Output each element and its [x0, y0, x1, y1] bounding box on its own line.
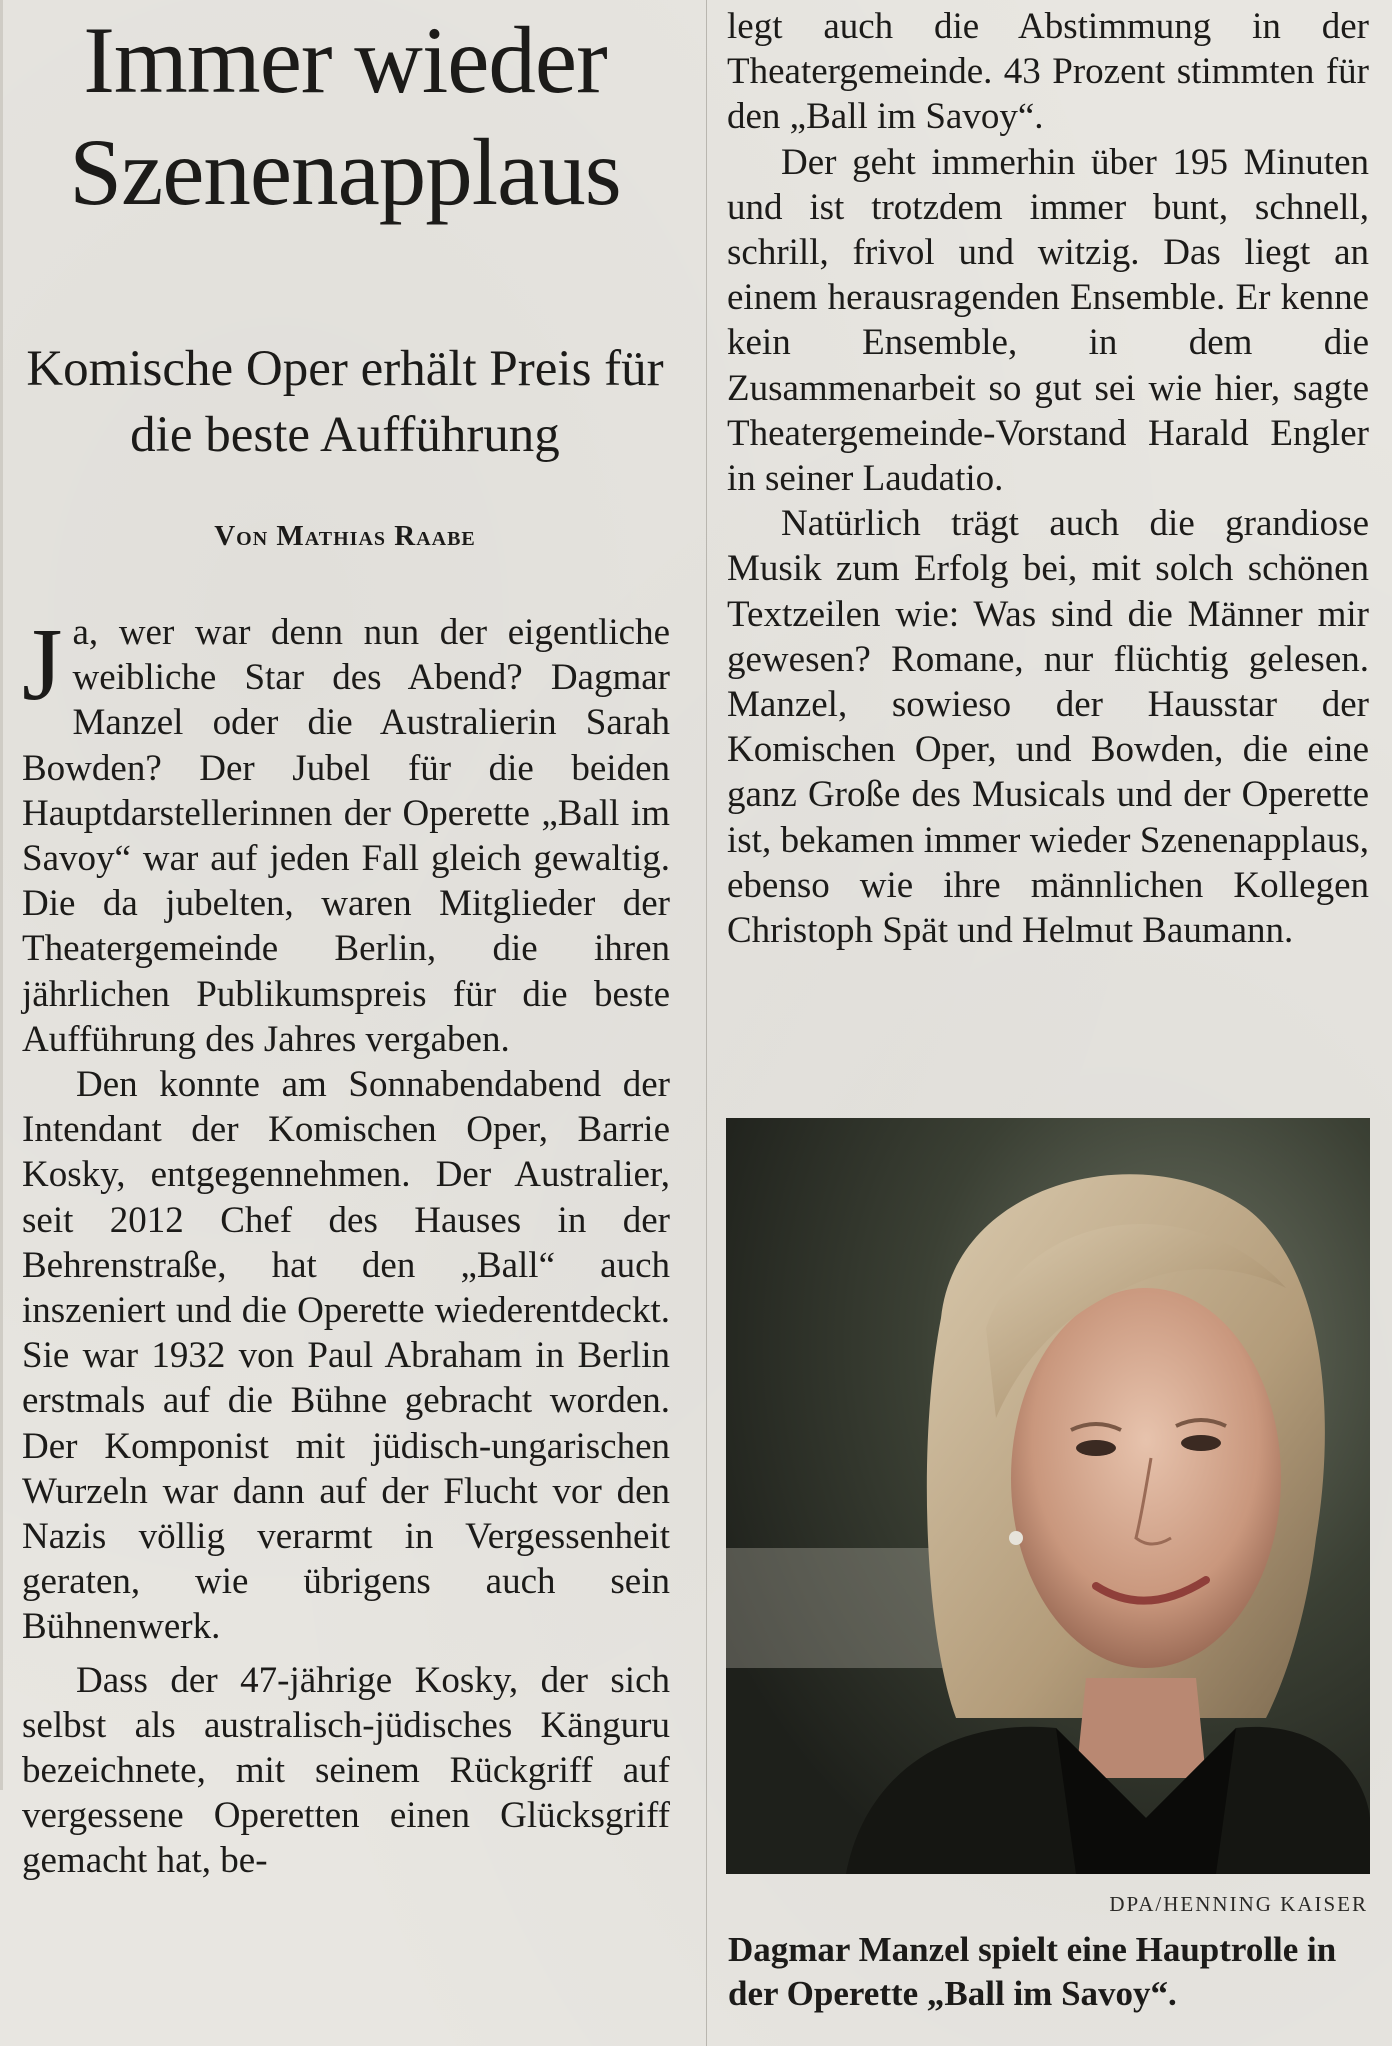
- paragraph-intro-text: a, wer war denn nun der eigentliche weibliche Star des Abend? Dagmar Manzel oder die Australierin Sarah Bowden? Der Jubel für die beiden Hauptdarstellerinnen der Operette „Ball im Savoy“ war auf jeden Fall gleich gewaltig. Die da jubelten, waren Mitglieder der Theatergemeinde Berlin, die ihren jährlichen Publikumspreis für die beste Aufführung des Jahres vergaben.: [22, 612, 670, 1060]
- byline: Von Mathias Raabe: [214, 520, 476, 552]
- drop-cap: J: [22, 607, 63, 722]
- photo-caption: Dagmar Manzel spielt eine Hauptrolle in der Operette „Ball im Savoy“.: [728, 1930, 1337, 2013]
- paragraph-intro: [22, 607, 670, 1062]
- portrait-illustration: [726, 1118, 1370, 1874]
- article-column-right: [727, 4, 1369, 953]
- paragraph: Den konnte am Sonnabendabend der Intendant der Komischen Oper, Barrie Kosky, entgegennehmen. Der Australier, seit 2012 Chef des Hauses in der Behrenstraße, hat den „Ball“ auch inszeniert und die Operette wiederentdeckt. Sie war 1932 von Paul Abraham in Berlin erstmals auf die Bühne gebracht worden. Der Komponist mit jüdisch-ungarischen Wurzeln war dann auf der Flucht vor den Nazis völlig verarmt in Vergessenheit geraten, wie übrigens auch sein Bühnenwerk.: [22, 1064, 670, 1648]
- portrait-photo: [726, 1118, 1370, 1874]
- paragraph: Der geht immerhin über 195 Minuten und ist trotzdem immer bunt, schnell, schrill, frivol und witzig. Das liegt an einem herausragenden Ensemble. Er kenne kein Ensemble, in dem die Zusammenarbeit so gut sei wie hier, sagte Theatergemeinde-Vorstand Harald Engler in seiner Laudatio.: [727, 141, 1369, 500]
- paragraph: Natürlich trägt auch die grandiose Musik zum Erfolg bei, mit solch schönen Textzeilen wie: Was sind die Männer mir gewesen? Romane, nur flüchtig gelesen. Manzel, sowieso der Hausstar der Komischen Oper, und Bowden, die eine ganz Große des Musicals und der Operette ist, bekamen immer wieder Szenenapplaus, ebenso wie ihre männlichen Kollegen Christoph Spät und Helmut Baumann.: [727, 503, 1369, 952]
- subheadline: Komische Oper erhält Preis für die beste Aufführung: [26, 341, 664, 463]
- photo-credit: DPA/HENNING KAISER: [1109, 1892, 1368, 1916]
- article-column-left: [22, 607, 670, 1884]
- column-divider: [706, 0, 707, 2046]
- page-edge-shadow: [0, 0, 3, 1790]
- headline: Immer wieder Szenenapplaus: [69, 7, 621, 225]
- paragraph: legt auch die Abstimmung in der Theatergemeinde. 43 Prozent stimmten für den „Ball im Savoy“.: [727, 6, 1369, 138]
- paragraph: Dass der 47-jährige Kosky, der sich selbst als australisch-jüdisches Känguru bezeichnete, mit seinem Rückgriff auf vergessene Operetten einen Glücksgriff gemacht hat, be-: [22, 1659, 670, 1882]
